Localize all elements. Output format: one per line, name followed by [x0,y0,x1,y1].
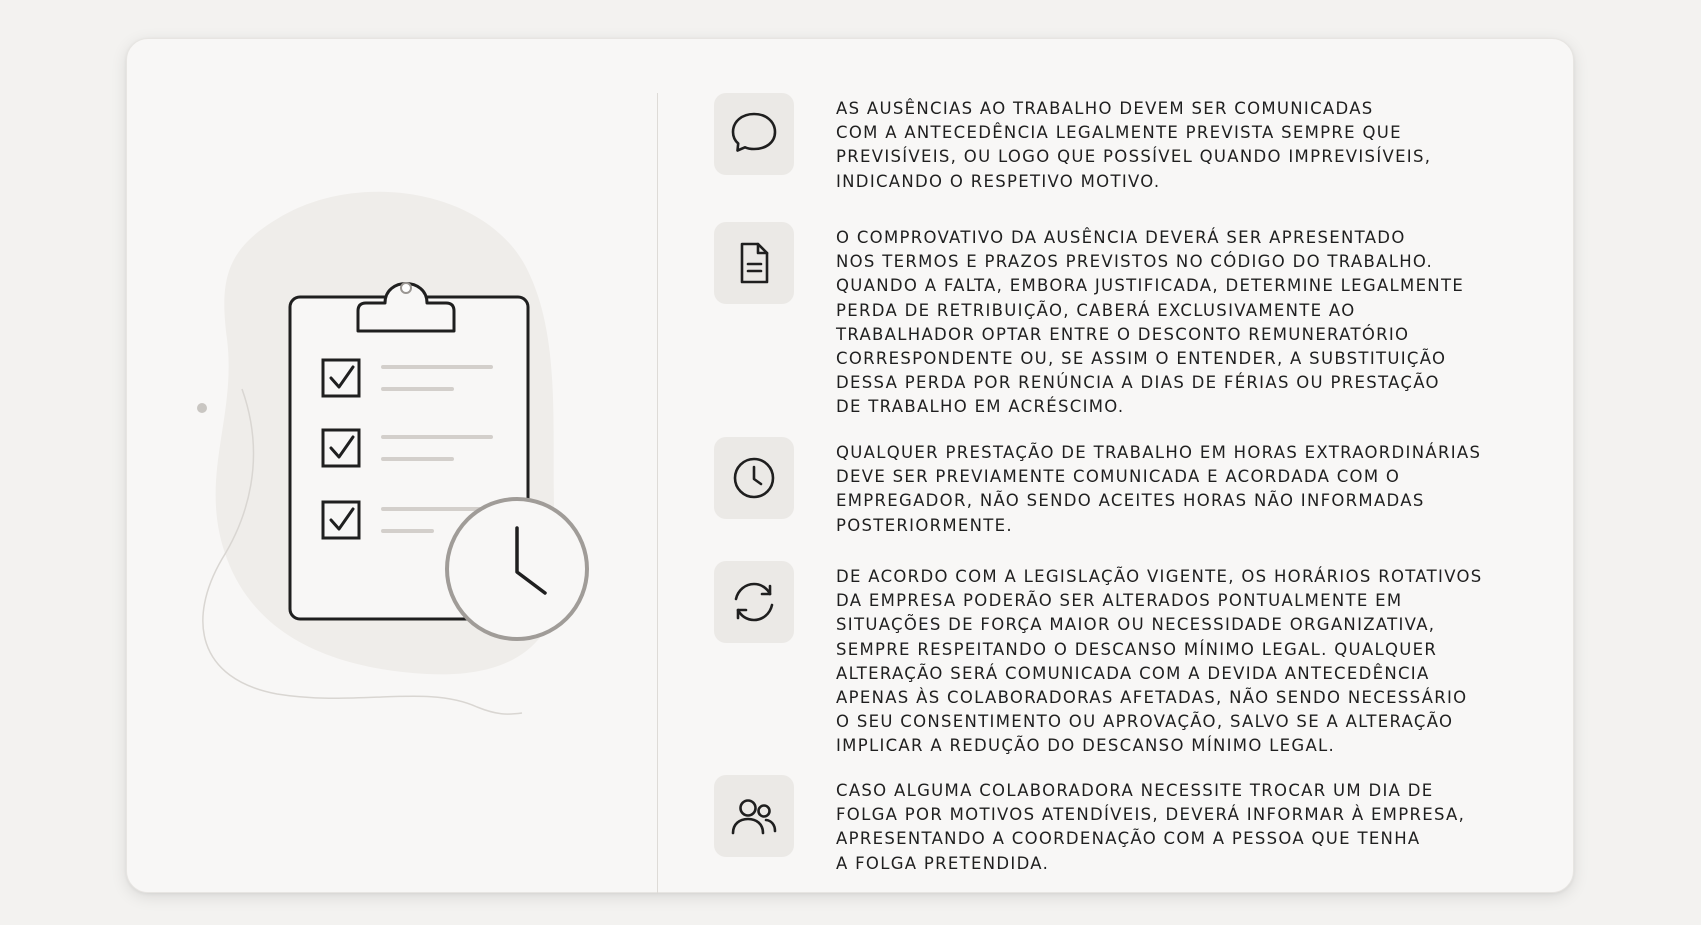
clock-icon [447,499,587,639]
illustration [127,39,757,894]
refresh-icon [714,561,794,643]
speech-bubble-icon [714,93,794,175]
policy-card [126,38,1574,893]
policy-text: QUALQUER PRESTAÇÃO DE TRABALHO EM HORAS EXTRAORDINÁRIAS DEVE SER PREVIAMENTE COMUNICADA E ACORDADA COM O EMPREGADOR, NÃO SENDO ACEITES HORAS NÃO INFORMADAS POSTERIORMENTE. [836,443,1482,535]
policy-text: DE ACORDO COM A LEGISLAÇÃO VIGENTE, OS HORÁRIOS ROTATIVOS DA EMPRESA PODERÃO SER ALTERADOS PONTUALMENTE EM SITUAÇÕES DE FORÇA MAIOR OU NECESSIDADE ORGANIZATIVA, SEMPRE RESPEITANDO O DESCANSO MÍNIMO LEGAL. QUALQUER ALTERAÇÃO SERÁ COMUNICADA COM A DEVIDA ANTECEDÊNCIA APENAS ÀS COLABORADORAS AFETADAS, NÃO SENDO NECESSÁRIO O SEU CONSENTIMENTO OU APROVAÇÃO, SALVO SE A ALTERAÇÃO IMPLICAR A REDUÇÃO DO DESCANSO MÍNIMO LEGAL. [836,567,1483,756]
users-icon [714,775,794,857]
document-icon [714,222,794,304]
policy-text: AS AUSÊNCIAS AO TRABALHO DEVEM SER COMUNICADAS COM A ANTECEDÊNCIA LEGALMENTE PREVISTA SEMPRE QUE PREVISÍVEIS, OU LOGO QUE POSSÍVEL QUANDO IMPREVISÍVEIS, INDICANDO O RESPETIVO MOTIVO. [836,99,1432,191]
policy-list [714,39,1554,894]
column-divider [657,93,658,893]
policy-text: CASO ALGUMA COLABORADORA NECESSITE TROCAR UM DIA DE FOLGA POR MOTIVOS ATENDÍVEIS, DEVERÁ INFORMAR À EMPRESA, APRESENTANDO A COORDENAÇÃO COM A PESSOA QUE TENHA A FOLGA PRETENDIDA. [836,781,1466,873]
policy-text: O COMPROVATIVO DA AUSÊNCIA DEVERÁ SER APRESENTADO NOS TERMOS E PRAZOS PREVISTOS NO CÓDIGO DO TRABALHO. QUANDO A FALTA, EMBORA JUSTIFICADA, DETERMINE LEGALMENTE PERDA DE RETRIBUIÇÃO, CABERÁ EXCLUSIVAMENTE AO TRABALHADOR OPTAR ENTRE O DESCONTO REMUNERATÓRIO CORRESPONDENTE OU, SE ASSIM O ENTENDER, A SUBSTITUIÇÃO DESSA PERDA POR RENÚNCIA A DIAS DE FÉRIAS OU PRESTAÇÃO DE TRABALHO EM ACRÉSCIMO. [836,228,1465,417]
clock-icon [714,437,794,519]
decorative-dot [197,403,207,413]
